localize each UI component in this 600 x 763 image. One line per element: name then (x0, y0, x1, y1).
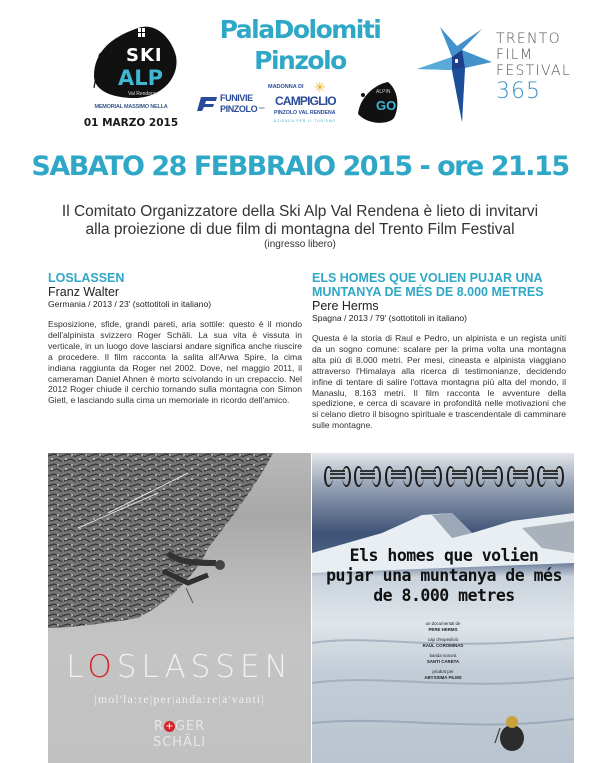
campiglio-line3: PINZOLO VAL RENDENA (274, 110, 336, 116)
alpin-text: ALPIN (376, 89, 391, 95)
funivie-line1: FUNIVIE (220, 93, 253, 103)
credit-role: produït per (432, 669, 454, 674)
intro-note: (ingresso libero) (264, 239, 336, 250)
poster-title (48, 648, 311, 686)
swiss-cross-icon: + (165, 721, 174, 732)
film-block-loslassen (48, 271, 302, 406)
campiglio-line2: CAMPIGLIO (275, 94, 336, 108)
star-icon: ✳ (314, 79, 326, 95)
film-title: ELS HOMES QUE VOLIEN PUJAR UNA MUNTANYA DE MÉS DE 8.000 METRES (312, 271, 544, 299)
laurel-icon (385, 465, 412, 485)
laurel-icon (537, 465, 564, 485)
poster-credits (400, 621, 486, 685)
poster-title-o: O (87, 649, 117, 685)
venue-name-line2: Pinzolo (254, 46, 346, 75)
poster-title: Els homes que volien pujar una muntanya de més de 8.000 metres (326, 546, 562, 605)
poster-loslassen (48, 453, 311, 763)
trento-film-festival-logo (412, 24, 592, 124)
poster-climber-name (48, 719, 311, 751)
alp-text: ALP (118, 66, 164, 90)
laurel-icon (354, 465, 381, 485)
poster-els-homes (312, 453, 574, 763)
venue-name-line1: PalaDolomiti (219, 15, 381, 44)
campiglio-line1: MADONNA DI (268, 84, 304, 90)
credit-role: un documental de (425, 621, 461, 626)
credit-name: PERE HERMS (428, 627, 458, 632)
film-title: LOSLASSEN (48, 271, 125, 285)
poster-name-rest: GER (174, 719, 206, 734)
funivie-mark-icon (197, 95, 219, 113)
film-director: Pere Herms (312, 299, 379, 313)
laurel-icon (507, 465, 534, 485)
intro-text (20, 203, 580, 251)
intro-line1: Il Comitato Organizzatore della Ski Alp Val Rendena è lieto di invitarvi (61, 203, 539, 220)
ski-alp-logo (66, 16, 196, 134)
poster-surname: SCHÄLI (152, 735, 207, 750)
madonna-di-campiglio-logo (268, 80, 350, 128)
laurel-icon (415, 465, 442, 485)
laurel-icon (324, 465, 351, 485)
intro-line2: alla proiezione di due film di montagna del Trento Film Festival (85, 221, 515, 238)
laurel-icon (446, 465, 473, 485)
funivie-suffix: SPA (259, 106, 265, 110)
credit-name: ABYSSIMA FILMS (424, 675, 462, 680)
festival-line4: 365 (496, 79, 541, 104)
credit-role: cap d'expedició (427, 637, 459, 642)
funivie-pinzolo-logo (197, 92, 267, 116)
film-synopsis: Questa è la storia di Raul e Pedro, un alpinista e un regista uniti da un sogno comune: scalare per la prima volta una montagna alta più di 8.000 metri. Per mesi, cineasta e alpinista viaggiano attraverso l'Himalaya alla ricerca di testimonianze, decidendo infine di tentare di salire l'ottava montagna più alta del mondo, il Manaslu, 8.163 metri. Il film racconta le avventure della spedizione, e cerca di scavare in profondità nelle motivazioni che si celano dietro il bisogno spirituale e trascendentale di camminare sulle montagne. (312, 333, 566, 431)
festival-line1: TRENTO (496, 31, 561, 47)
credit-role: banda sonora (429, 653, 457, 658)
credit-name: SANTI CARETA (426, 659, 460, 664)
memorial-text: MEMORIAL MASSIMO NELLA (94, 104, 168, 110)
poster-title-rest: SLASSEN (116, 649, 293, 685)
campiglio-line4: AZIENDA PER IL TURISMO (274, 119, 337, 123)
film-block-els-homes (312, 271, 566, 431)
ski-text: SKI (126, 45, 163, 66)
credit-name: RAÜL COROMINAS (422, 643, 464, 648)
val-rendena-text: Val Rendena (128, 91, 157, 97)
film-director: Franz Walter (48, 285, 120, 299)
alpin-go-logo (354, 78, 402, 126)
laurel-icon (476, 465, 503, 485)
festival-star-icon (412, 24, 497, 124)
festival-line2: FILM (496, 47, 534, 63)
go-text: GO (376, 98, 397, 113)
poster-name-r: R (153, 719, 164, 734)
festival-wordmark (496, 31, 571, 105)
festival-line3: FESTIVAL (496, 63, 571, 79)
festival-laurels (324, 465, 564, 485)
film-meta: Spagna / 2013 / 79' (sottotitoli in italiano) (312, 313, 467, 323)
poster-title-first: L (66, 649, 88, 685)
event-headline: SABATO 28 FEBBRAIO 2015 - ore 21.15 (31, 151, 569, 182)
funivie-line2: PINZOLO (220, 104, 258, 114)
film-meta: Germania / 2013 / 23' (sottotitoli in italiano) (48, 299, 212, 309)
film-synopsis: Esposizione, sfide, grandi pareti, aria sottile: questo è il mondo dell'alpinista svizzero Roger Schäli. La sua vita è vissuta in verticale, in un luogo dove lasciarsi andare significa anche riuscire a procedere. Il film racconta la salita all'Arwa Spire, la cima indiana raggiunta da Roger nel 2002. Dove, nel maggio 2011, il cameraman Daniel Ahnen è morto scivolando in un crepaccio. Nel 2012 Roger chiude il cerchio tornando sulla montagna con Simon Gietl, e lasciando sulla cima un memoriale in ricordo dell'amico. (48, 319, 302, 406)
climber-rock-image (48, 453, 311, 643)
race-date: 01 MARZO 2015 (83, 117, 179, 129)
poster-subtitle: |mol'la:re|per|anda:re|a'vanti| (94, 692, 265, 706)
